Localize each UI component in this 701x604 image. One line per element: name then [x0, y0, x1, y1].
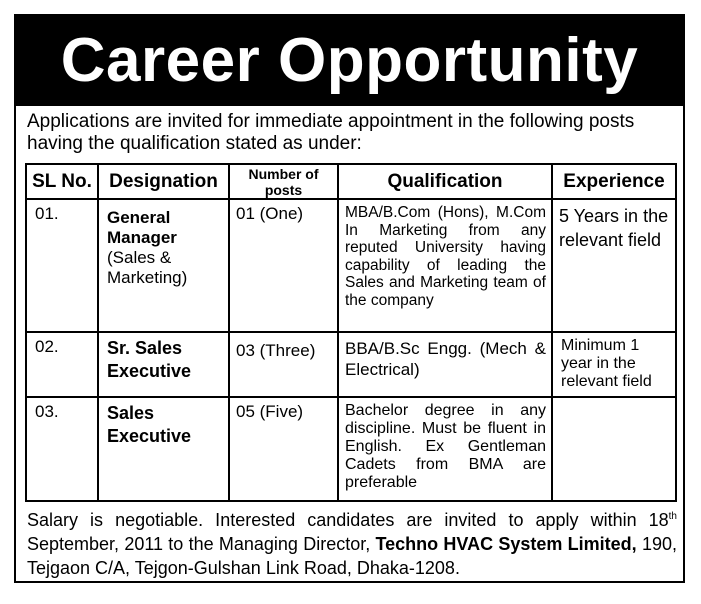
cell-experience: Minimum 1 year in the relevant field [552, 332, 676, 397]
cell-designation [98, 332, 229, 397]
application-instructions [27, 508, 677, 580]
company-name: Techno HVAC System Limited, [375, 534, 637, 554]
cell-experience: 5 Years in the relevant field [552, 199, 676, 332]
cell-sl: 03. [26, 397, 98, 501]
cell-sl: 02. [26, 332, 98, 397]
header-qualification: Qualification [338, 164, 552, 199]
designation-subtitle: (Sales & Marketing) [107, 248, 188, 287]
advertisement-frame [14, 14, 685, 583]
cell-posts: 03 (Three) [229, 332, 338, 397]
header-designation: Designation [98, 164, 229, 199]
footer-superscript: th [668, 511, 677, 522]
page-title: Career Opportunity [16, 16, 683, 106]
designation-title: General Manager [107, 208, 177, 247]
cell-posts: 05 (Five) [229, 397, 338, 501]
cell-qualification: MBA/B.Com (Hons), M.Com In Marketing from any reputed University having capability of leading the Sales and Marketing team of the company [338, 199, 552, 332]
designation-title: Sr. Sales Executive [107, 338, 192, 381]
cell-qualification: BBA/B.Sc Engg. (Mech & Electrical) [338, 332, 552, 397]
footer-text-part1: Salary is negotiable. Interested candidates are invited to apply within 18 [27, 510, 669, 530]
intro-text: Applications are invited for immediate appointment in the following posts having the qualification stated as under: [27, 111, 635, 154]
cell-experience [552, 397, 676, 501]
table-row [26, 332, 676, 397]
cell-qualification: Bachelor degree in any discipline. Must be fluent in English. Ex Gentleman Cadets from BMA are preferable [338, 397, 552, 501]
positions-table [25, 163, 677, 502]
footer-text-part2: September, 2011 to the Managing Director, [27, 534, 376, 554]
table-header-row [26, 164, 676, 199]
header-posts: Number of posts [229, 164, 338, 199]
company-address: 190, Tejgaon C/A, Tejgon-Gulshan Link Road, Dhaka-1208. [27, 534, 677, 578]
designation-title: Sales Executive [107, 403, 192, 446]
cell-designation [98, 397, 229, 501]
cell-designation [98, 199, 229, 332]
header-experience: Experience [552, 164, 676, 199]
table-row [26, 199, 676, 332]
table-row [26, 397, 676, 501]
cell-sl: 01. [26, 199, 98, 332]
cell-posts: 01 (One) [229, 199, 338, 332]
header-sl: SL No. [26, 164, 98, 199]
